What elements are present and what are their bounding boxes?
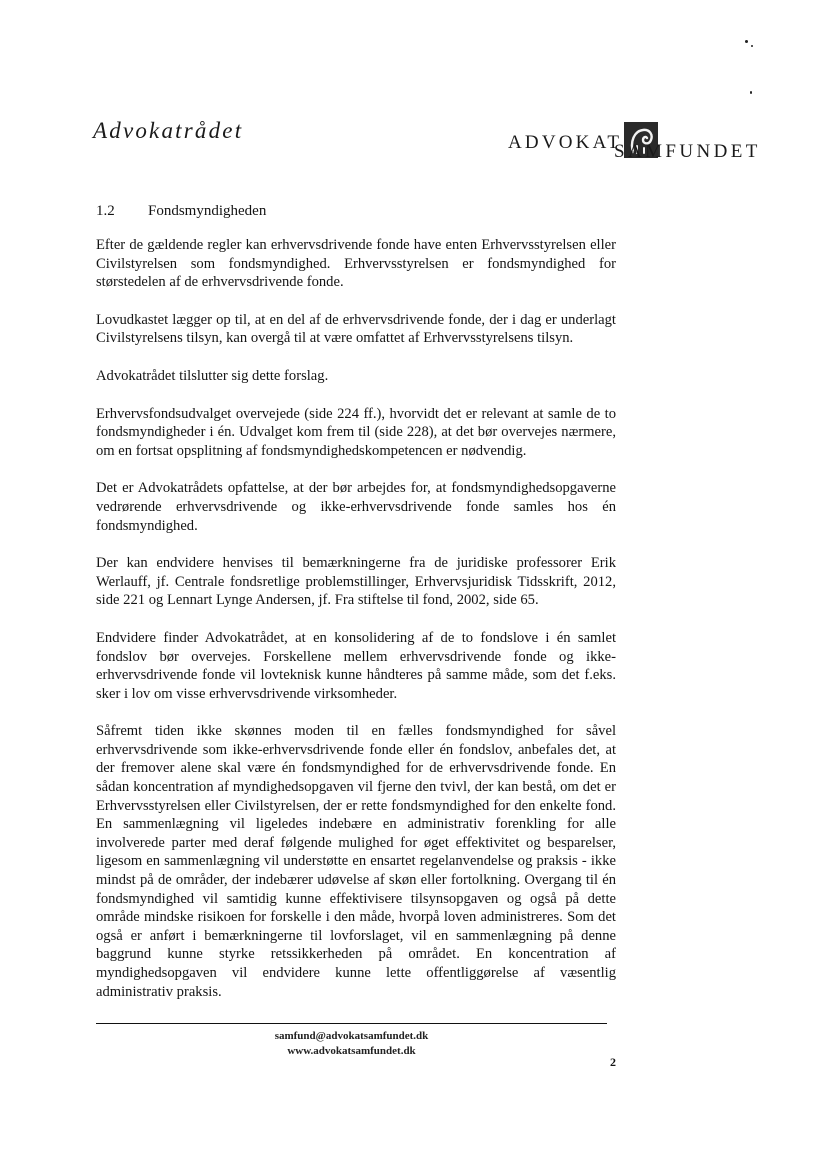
section-heading	[96, 203, 266, 220]
logo-text-bottom: SAMFUNDET	[614, 141, 761, 162]
footer-email: samfund@advokatsamfundet.dk	[274, 1030, 429, 1042]
logo-text-top: ADVOKAT	[508, 132, 623, 153]
paragraph: Endvidere finder Advokatrådet, at en konsolidering af de to fondslove i én samlet fondslov bør overvejes. Forskellene mellem erhvervsdrivende fonde og ikke-erhvervsdrivende fonde vil lovteknisk kunne håndteres på samme måde, som det f.eks. sker i lov om visse erhvervsdrivende virksomheder.	[96, 629, 616, 702]
page-number: 2	[610, 1055, 616, 1069]
paragraph: Advokatrådet tilslutter sig dette forslag.	[96, 367, 329, 384]
header-title: Advokatrådet	[93, 118, 244, 143]
paragraph: Såfremt tiden ikke skønnes moden til en fælles fondsmyndighed for såvel erhvervsdrivende som ikke-erhvervsdrivende fonde eller én fondslov, anbefales det, at der fremover alene skal være én fondsmyndighed for de erhvervsdrivende fonde. En sådan koncentration af myndighedsopgaven vil fjerne den tvivl, der kan bestå, om det er Erhvervsstyrelsen eller Civilstyrelsen, der er rette fondsmyndighed for den enkelte fond. En sammenlægning vil ligeledes indebære en administrativ forenkling for alle involverede parter med deraf følgende mulighed for øget effektivitet og besparelser, ligesom en sammenlægning vil understøtte en ensartet regelanvendelse og praksis - ikke mindst på de områder, der indebærer udøvelse af skøn eller fortolkning. Overgang til én fondsmyndighed vil samtidig kunne effektivisere tilsynsopgaven og også på dette område mindske risikoen for forskelle i den måde, hvorpå loven administreres. Som det også er anført i bemærkningerne til lovforslaget, vil en sammenlægning på denne baggrund kunne styrke retssikkerheden på området. En koncentration af myndighedsopgaven vil endvidere kunne lette offentliggørelse af væsentlig administrativ praksis.	[96, 723, 616, 1000]
paragraph: Lovudkastet lægger op til, at en del af de erhvervsdrivende fonde, der i dag er underlagt Civilstyrelsens tilsyn, kan overgå til at være omfattet af Erhvervsstyrelsens tilsyn.	[96, 311, 616, 347]
scan-speck	[751, 45, 753, 47]
paragraph: Det er Advokatrådets opfattelse, at der bør arbejdes for, at fondsmyndighedsopgaverne vedrørende erhvervsdrivende og ikke-erhvervsdrivende fonde samles hos én fondsmyndighed.	[96, 480, 616, 534]
paragraph: Efter de gældende regler kan erhvervsdrivende fonde have enten Erhvervsstyrelsen eller Civilstyrelsen som fondsmyndighed. Erhvervsstyrelsen er fondsmyndighed for størstedelen af de erhvervsdrivende fonde.	[96, 237, 616, 291]
body-text	[96, 236, 616, 1020]
scan-speck	[750, 91, 752, 94]
paragraph: Erhvervsfondsudvalget overvejede (side 224 ff.), hvorvidt det er relevant at samle de to fondsmyndigheder i én. Udvalget kom frem til (side 228), at det bør overvejes nærmere, om en fortsat opsplitning af fondsmyndighedskompetencen er nødvendig.	[96, 405, 616, 459]
scan-speck	[745, 40, 748, 43]
footer-divider	[96, 1023, 607, 1024]
footer-website: www.advokatsamfundet.dk	[287, 1045, 416, 1057]
section-number: 1.2	[96, 203, 115, 219]
section-title: Fondsmyndigheden	[148, 203, 267, 219]
paragraph: Der kan endvidere henvises til bemærkningerne fra de juridiske professorer Erik Werlauff, jf. Centrale fondsretlige problemstillinger, Erhvervsjuridisk Tidsskrift, 2012, side 221 og Lennart Lynge Andersen, jf. Fra stiftelse til fond, 2002, side 65.	[96, 555, 616, 609]
